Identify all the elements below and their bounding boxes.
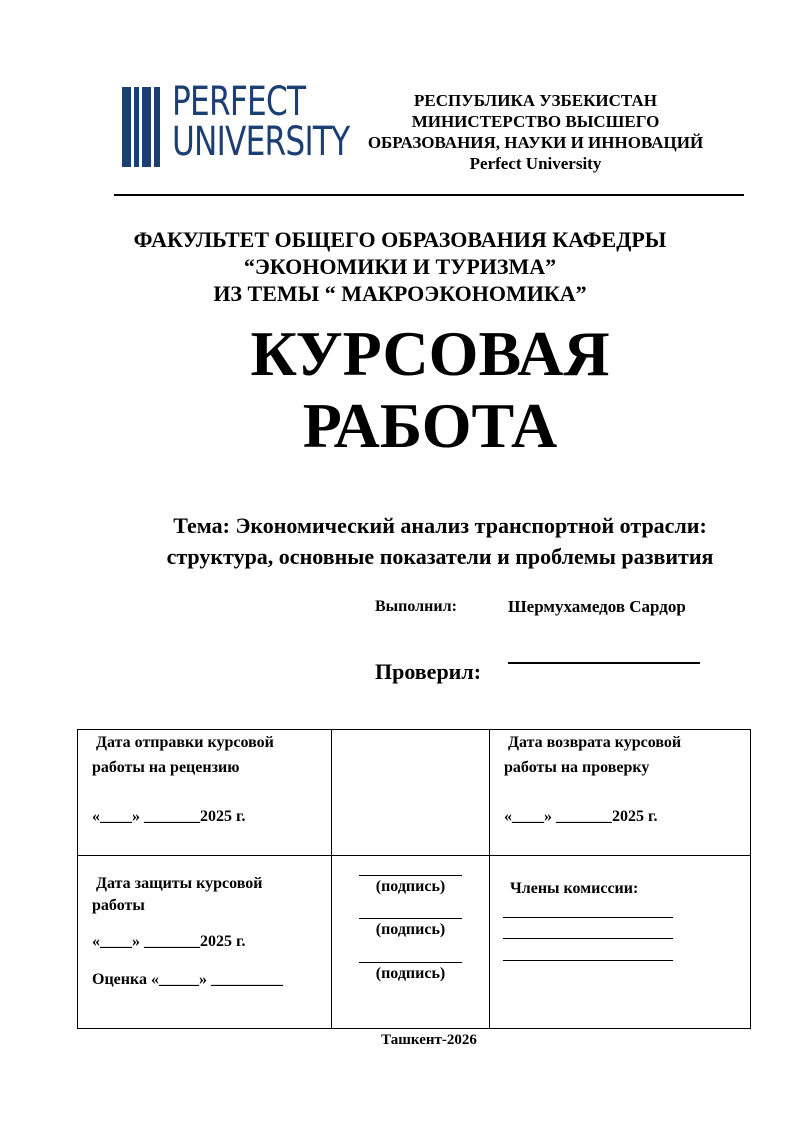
signature-label: (подпись) (375, 878, 446, 895)
signature-label: (подпись) (375, 965, 446, 982)
defense-date-value: «____» _______2025 г. (92, 933, 246, 950)
table-divider (331, 730, 332, 1028)
performer-label: Выполнил: (375, 598, 457, 615)
performer-name: Шермухамедов Сардор (508, 597, 686, 616)
logo-wordmark: PERFECT UNIVERSITY (172, 79, 350, 165)
header-divider (114, 194, 744, 196)
send-date-label-2: работы на рецензию (92, 759, 240, 776)
checker-label: Проверил: (375, 659, 482, 684)
commission-member-line (503, 917, 673, 918)
send-date-label-1: Дата отправки курсовой (96, 734, 274, 751)
faculty-line-3: ИЗ ТЕМЫ “ МАКРОЭКОНОМИКА” (213, 281, 587, 306)
signature-line (359, 962, 462, 963)
university-logo (122, 79, 350, 170)
table-divider (489, 730, 490, 1028)
faculty-line-1: ФАКУЛЬТЕТ ОБЩЕГО ОБРАЗОВАНИЯ КАФЕДРЫ (133, 227, 667, 252)
topic-line-2: структура, основные показатели и проблемы развития (166, 544, 714, 569)
commission-member-line (503, 960, 673, 961)
send-date-value: «____» _______2025 г. (92, 808, 246, 825)
header-line-4: Perfect University (469, 154, 602, 173)
signature-line (359, 875, 462, 876)
defense-grade: Оценка «_____» _________ (92, 971, 283, 988)
return-date-label-2: работы на проверку (504, 759, 650, 776)
signature-label: (подпись) (375, 921, 446, 938)
faculty-block (60, 226, 740, 307)
topic-block (130, 510, 750, 572)
table-divider (78, 855, 750, 856)
ministry-header (338, 90, 733, 174)
defense-date-label-2: работы (92, 897, 145, 914)
header-line-3: ОБРАЗОВАНИЯ, НАУКИ И ИННОВАЦИЙ (367, 133, 704, 152)
signature-line (359, 918, 462, 919)
document-title (60, 318, 800, 462)
commission-member-line (503, 938, 673, 939)
header-line-2: МИНИСТЕРСТВО ВЫСШЕГО (411, 112, 660, 131)
topic-line-1: Тема: Экономический анализ транспортной отрасли: (173, 513, 707, 538)
logo-bars-icon (122, 87, 162, 167)
defense-date-label-1: Дата защиты курсовой (96, 875, 263, 892)
faculty-line-2: “ЭКОНОМИКИ И ТУРИЗМА” (243, 254, 557, 279)
return-date-label-1: Дата возврата курсовой (508, 734, 682, 751)
header-line-1: РЕСПУБЛИКА УЗБЕКИСТАН (414, 91, 657, 110)
dates-table (77, 729, 751, 1029)
title-line-2: РАБОТА (302, 390, 558, 461)
city-year: Ташкент-2026 (381, 1032, 477, 1048)
title-line-1: КУРСОВАЯ (250, 318, 610, 389)
commission-label: Члены комиссии: (510, 880, 639, 897)
checker-signature-line (508, 662, 700, 664)
return-date-value: «____» _______2025 г. (504, 808, 658, 825)
